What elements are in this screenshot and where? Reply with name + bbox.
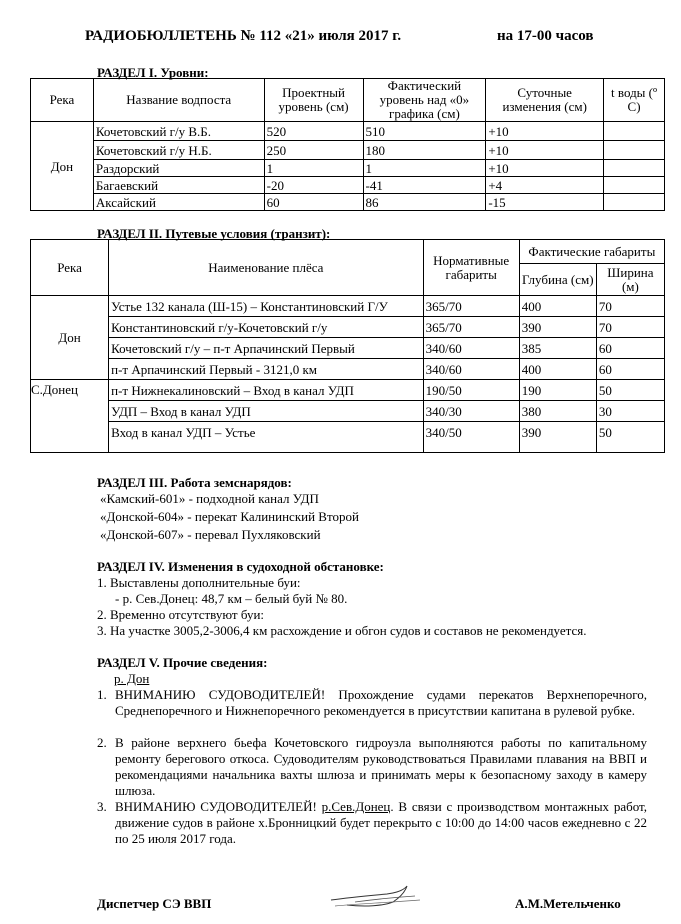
table-row (31, 380, 665, 401)
info-number: 3. (97, 799, 107, 814)
actual-level: 510 (363, 122, 486, 141)
actual-depth: 380 (519, 401, 596, 422)
reach-name: Кочетовский г/у – п-т Арпачинский Первый (109, 338, 423, 359)
change-item: 2. Временно отсутствуют буи: (97, 607, 265, 622)
levels-header-project: Проектный уровень (см) (264, 79, 363, 122)
route-header-name: Наименование плёса (109, 240, 423, 296)
dredger-item: «Камский-601» - подходной канал УДП (100, 491, 319, 506)
section-4-title: РАЗДЕЛ IV. Изменения в судоходной обстановке: (97, 559, 384, 574)
actual-width: 70 (596, 317, 664, 338)
change-item: 1. Выставлены дополнительные буи: (97, 575, 301, 590)
section-1-title: РАЗДЕЛ I. Уровни: (97, 65, 209, 80)
reach-name: Константиновский г/у-Кочетовский г/у (109, 317, 423, 338)
table-row (31, 401, 665, 422)
actual-width: 60 (596, 338, 664, 359)
river-don-label: р. Дон (114, 671, 150, 686)
info-text-part: . В связи с производством монтажных работ, движение судов в районе х.Бронницкий будет перекрыто с 10:00 до 14:00 часов ежедневно с 22 по 25 июля 2017 года. (115, 799, 648, 846)
water-temp (604, 122, 665, 141)
info-text: В районе верхнего бьефа Кочетовского гидроузла выполняются работы по капитальному ремонту берегового откоса. Судоводителям руководствоваться Правилами плавания на ВВП и рекомендациями начальника вахты шлюза и принимать меры к безопасному заходу в камеру шлюза. (115, 735, 647, 798)
normative-size: 340/30 (423, 401, 519, 422)
normative-size: 340/50 (423, 422, 519, 453)
actual-depth: 385 (519, 338, 596, 359)
post-name: Аксайский (93, 194, 264, 211)
table-row (31, 422, 665, 453)
water-temp (604, 194, 665, 211)
actual-width: 30 (596, 401, 664, 422)
actual-level: -41 (363, 177, 486, 194)
bulletin-title (85, 28, 594, 45)
levels-header-change: Суточные изменения (см) (486, 79, 604, 122)
reach-name: Устье 132 канала (Ш-15) – Константиновский Г/У (109, 296, 423, 317)
water-temp (604, 160, 665, 177)
levels-header-actual: Фактический уровень над «0» графика (см) (363, 79, 486, 122)
route-header-row (31, 240, 665, 264)
project-level: 60 (264, 194, 363, 211)
normative-size: 190/50 (423, 380, 519, 401)
route-header-depth: Глубина (см) (519, 264, 596, 296)
dredger-item: «Донской-607» - перевал Пухляковский (100, 527, 321, 542)
post-name: Багаевский (93, 177, 264, 194)
dispatcher-name: А.М.Метельченко (515, 896, 621, 911)
route-river-donets: С.Донец (31, 380, 109, 453)
normative-size: 365/70 (423, 317, 519, 338)
dispatcher-position: Диспетчер СЭ ВВП (97, 896, 212, 911)
actual-width: 60 (596, 359, 664, 380)
change-item: 3. На участке 3005,2-3006,4 км расхождение и обгон судов и составов не рекомендуется. (97, 623, 587, 638)
daily-change: +4 (486, 177, 604, 194)
water-temp (604, 141, 665, 160)
table-row (31, 177, 665, 194)
dredger-item: «Донской-604» - перекат Калининский Второй (100, 509, 359, 524)
info-text-underlined: р.Сев.Донец (321, 799, 391, 814)
actual-level: 86 (363, 194, 486, 211)
reach-name: п-т Арпачинский Первый - 3121,0 км (109, 359, 423, 380)
table-row (31, 359, 665, 380)
bulletin-number: РАДИОБЮЛЛЕТЕНЬ № 112 «21» июля 2017 г. (85, 28, 402, 44)
reach-name: п-т Нижнекалиновский – Вход в канал УДП (109, 380, 423, 401)
table-row (31, 296, 665, 317)
water-temp (604, 177, 665, 194)
post-name: Кочетовский г/у В.Б. (93, 122, 264, 141)
table-row (31, 338, 665, 359)
normative-size: 340/60 (423, 359, 519, 380)
table-row (31, 141, 665, 160)
handwritten-signature (325, 878, 425, 912)
actual-level: 180 (363, 141, 486, 160)
info-text: ВНИМАНИЮ СУДОВОДИТЕЛЕЙ! Прохождение судами перекатов Верхнепоречного, Среднепоречного и Нижнепоречного рекомендуется в присутствии капитана в рулевой рубке. (115, 687, 647, 718)
actual-depth: 400 (519, 296, 596, 317)
table-row (31, 194, 665, 211)
project-level: -20 (264, 177, 363, 194)
levels-table (30, 78, 665, 211)
route-header-actual: Фактические габариты (519, 240, 664, 264)
info-text (115, 799, 647, 847)
normative-size: 340/60 (423, 338, 519, 359)
actual-width: 50 (596, 380, 664, 401)
info-item-3 (97, 799, 647, 847)
route-conditions-table (30, 239, 665, 453)
actual-depth: 400 (519, 359, 596, 380)
info-number: 1. (97, 687, 107, 702)
actual-level: 1 (363, 160, 486, 177)
route-header-river: Река (31, 240, 109, 296)
project-level: 1 (264, 160, 363, 177)
post-name: Раздорский (93, 160, 264, 177)
actual-width: 70 (596, 296, 664, 317)
reach-name: УДП – Вход в канал УДП (109, 401, 423, 422)
levels-header-row (31, 79, 665, 122)
actual-depth: 390 (519, 317, 596, 338)
route-river-don: Дон (31, 296, 109, 380)
info-text-part: ВНИМАНИЮ СУДОВОДИТЕЛЕЙ! (115, 799, 322, 814)
project-level: 520 (264, 122, 363, 141)
bulletin-time: на 17-00 часов (497, 28, 594, 44)
table-row (31, 122, 665, 141)
route-header-width: Ширина (м) (596, 264, 664, 296)
daily-change: -15 (486, 194, 604, 211)
levels-header-post: Название водпоста (93, 79, 264, 122)
section-5-title: РАЗДЕЛ V. Прочие сведения: (97, 655, 268, 670)
levels-header-temp: t воды (º С) (604, 79, 665, 122)
actual-depth: 190 (519, 380, 596, 401)
info-item-2 (97, 735, 647, 799)
daily-change: +10 (486, 160, 604, 177)
levels-header-river: Река (31, 79, 94, 122)
table-row (31, 317, 665, 338)
table-row (31, 160, 665, 177)
info-item-1 (97, 687, 647, 719)
post-name: Кочетовский г/у Н.Б. (93, 141, 264, 160)
daily-change: +10 (486, 122, 604, 141)
change-subitem: - р. Сев.Донец: 48,7 км – белый буй № 80. (115, 591, 348, 606)
project-level: 250 (264, 141, 363, 160)
normative-size: 365/70 (423, 296, 519, 317)
actual-width: 50 (596, 422, 664, 453)
daily-change: +10 (486, 141, 604, 160)
section-3-title: РАЗДЕЛ III. Работа земснарядов: (97, 475, 292, 490)
actual-depth: 390 (519, 422, 596, 453)
info-number: 2. (97, 735, 107, 750)
section-2-title: РАЗДЕЛ II. Путевые условия (транзит): (97, 226, 331, 241)
levels-river-cell: Дон (31, 122, 94, 211)
reach-name: Вход в канал УДП – Устье (109, 422, 423, 453)
route-header-normative: Нормативные габариты (423, 240, 519, 296)
